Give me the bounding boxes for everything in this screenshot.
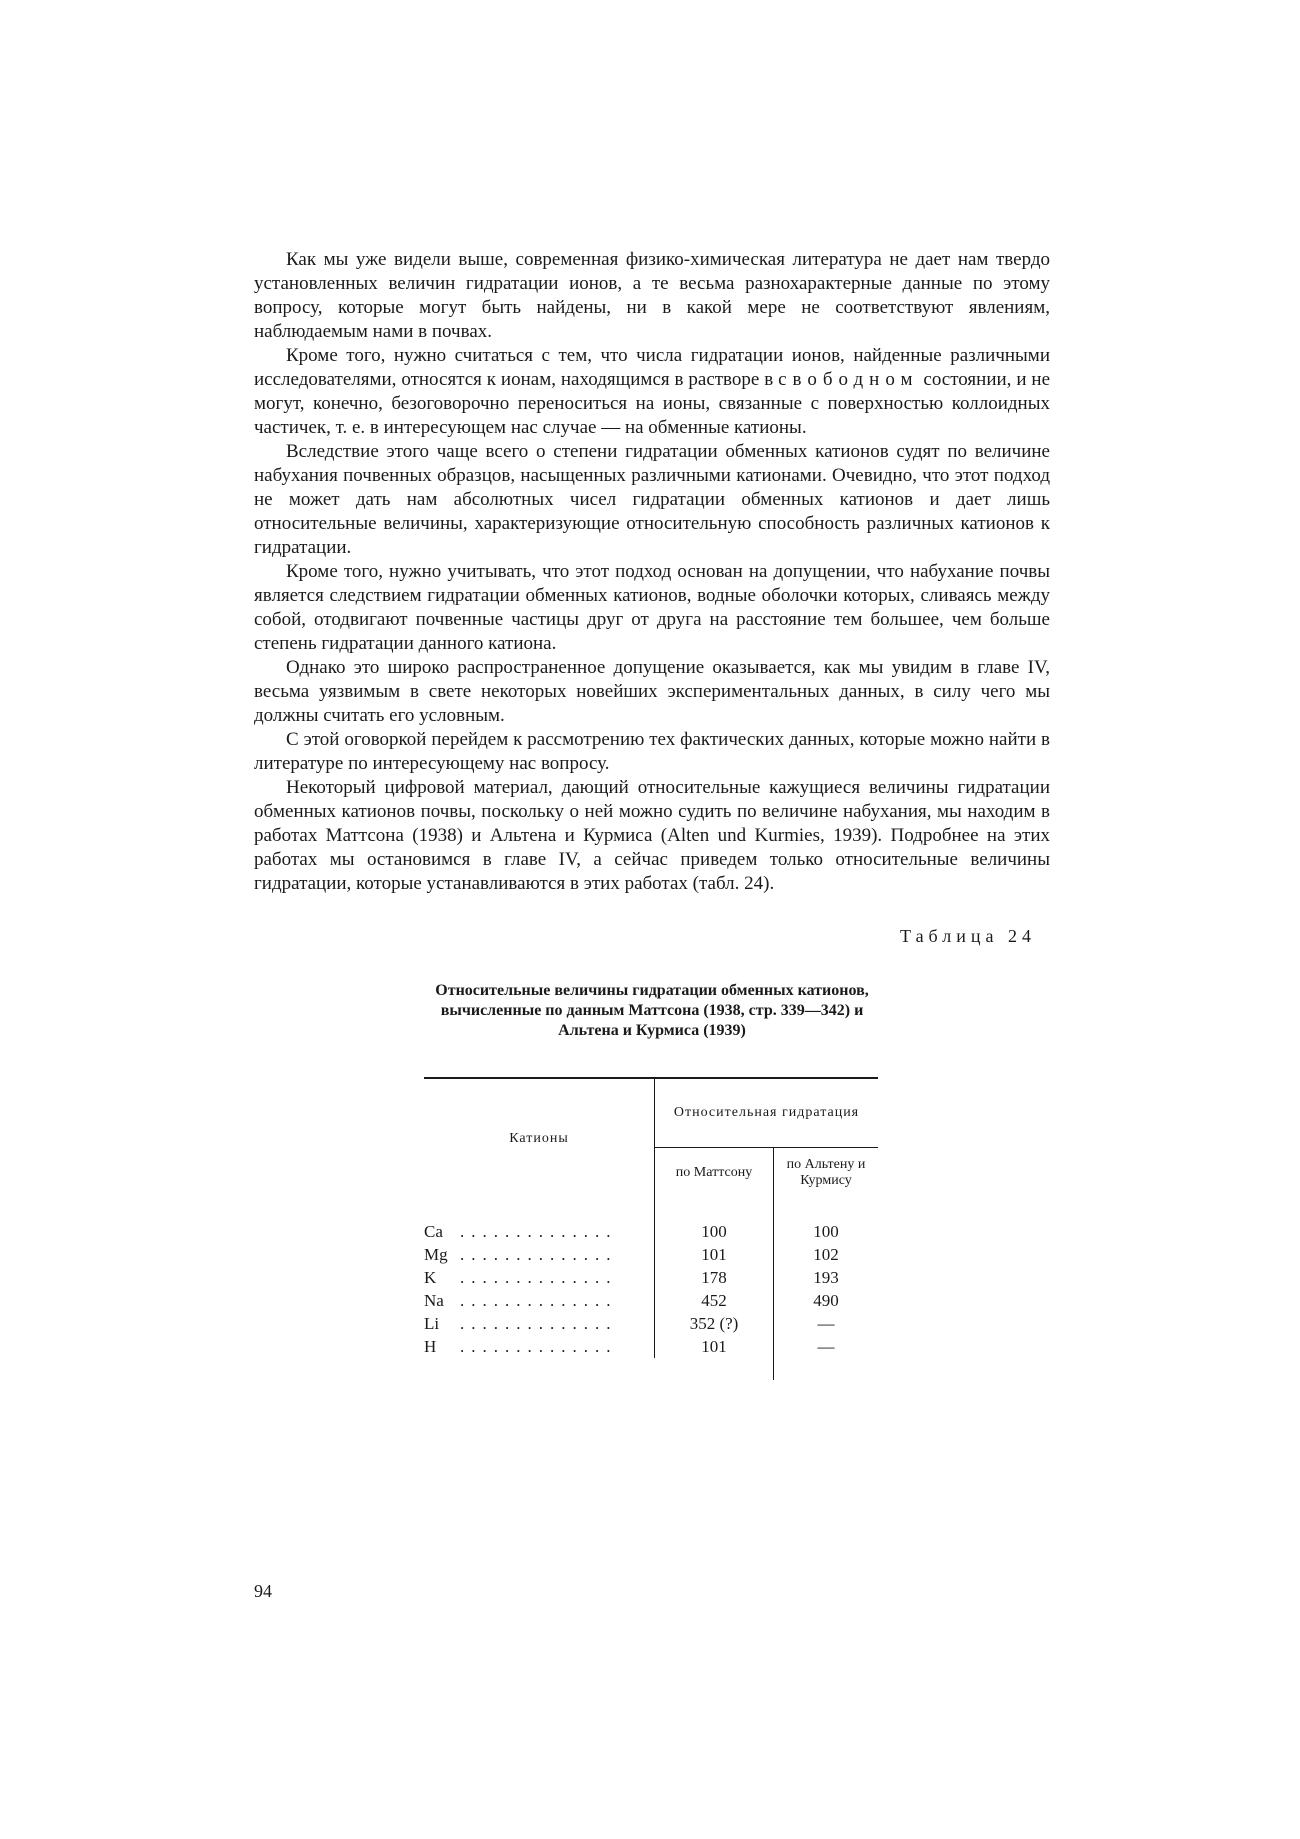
paragraph-2-emphasis: свободном: [778, 369, 919, 390]
value-mattson: 352 (?): [655, 1312, 774, 1335]
cation-name: Mg ..............: [424, 1243, 655, 1266]
table-row: [424, 1312, 878, 1335]
table-row: [424, 1289, 878, 1312]
value-mattson: 101: [655, 1335, 774, 1358]
value-mattson: 101: [655, 1243, 774, 1266]
value-alten: —: [817, 1314, 835, 1333]
paragraph-7: Некоторый цифровой материал, дающий относительные кажущиеся величины гидратации обменных катионов почвы, поскольку о ней можно судить по величине набухания, мы находим в работах Маттсона (1938) и Альтена и Курмиса (Alten und Kurmies, 1939). Подробнее на этих работах мы остановимся в главе IV, а сейчас приведем только относительные величины гидратации, которые устанавливаются в этих работах (табл. 24).: [254, 777, 1050, 894]
leader-dots: ..............: [460, 1291, 618, 1310]
page-number: 94: [254, 1581, 272, 1601]
value-mattson: 452: [655, 1289, 774, 1312]
hydration-table: [424, 1077, 878, 1380]
paragraph-2-text-after: состоянии, и не могут, конечно, безоговорочно переноситься на ионы, связанные с поверхностью коллоидных частичек, т. е. в интересующем нас случае — на обменные катионы.: [254, 369, 1050, 438]
table-row: [424, 1266, 878, 1289]
header-mattson: по Маттсону: [655, 1148, 774, 1199]
paragraph-4: Кроме того, нужно учитывать, что этот подход основан на допущении, что набухание почвы является следствием гидратации обменных катионов, водные оболочки которых, сливаясь между собой, отодвигают почвенные частицы друг от друга на расстояние тем большее, чем больше степень гидратации данного катиона.: [254, 561, 1050, 654]
value-mattson: 178: [655, 1266, 774, 1289]
header-alten-kurmis: по Альтену и Курмису: [786, 1157, 866, 1188]
header-relative-hydration: Относительная гидратация: [655, 1078, 879, 1148]
cation-name: H ..............: [424, 1335, 655, 1358]
leader-dots: ..............: [460, 1222, 618, 1241]
leader-dots: ..............: [460, 1268, 618, 1287]
cation-name: Li ..............: [424, 1312, 655, 1335]
leader-dots: ..............: [460, 1337, 618, 1356]
cation-name: Na ..............: [424, 1289, 655, 1312]
table-row: [424, 1220, 878, 1243]
paragraph-5: Однако это широко распространенное допущение оказывается, как мы увидим в главе IV, весьма уязвимым в свете некоторых новейших экспериментальных данных, в силу чего мы должны считать его условным.: [254, 657, 1050, 726]
table-spacer-row: [424, 1358, 878, 1380]
value-alten: —: [817, 1337, 835, 1356]
table-caption: Относительные величины гидратации обменных катионов, вычисленные по данным Маттсона (1938, стр. 339—342) и Альтена и Курмиса (1939): [435, 982, 869, 1039]
paragraph-2-text-before: Кроме того, нужно считаться с тем, что числа гидратации ионов, найденные различными исследователями, относятся к ионам, находящимся в растворе в: [254, 345, 1050, 390]
table-container: [424, 1077, 878, 1380]
table-row: [424, 1335, 878, 1358]
value-alten: 490: [813, 1291, 839, 1310]
paragraph-2: [254, 344, 1050, 440]
table-spacer-row: [424, 1198, 878, 1220]
table-row: [424, 1243, 878, 1266]
paragraph-1: Как мы уже видели выше, современная физико-химическая литература не дает нам твердо установленных величин гидратации ионов, а те весьма разнохарактерные данные по этому вопросу, которые могут быть найдены, ни в какой мере не соответствуют явлениям, наблюдаемым нами в почвах.: [254, 249, 1050, 342]
paragraph-6: С этой оговоркой перейдем к рассмотрению тех фактических данных, которые можно найти в литературе по интересующему нас вопросу.: [254, 729, 1050, 774]
cation-name: K ..............: [424, 1266, 655, 1289]
value-alten: 100: [813, 1222, 839, 1241]
page-body: [254, 248, 1050, 1380]
cation-name: Ca ..............: [424, 1220, 655, 1243]
value-alten: 193: [813, 1268, 839, 1287]
table-label: Таблица 24: [900, 926, 1036, 946]
paragraph-3: Вследствие этого чаще всего о степени гидратации обменных катионов судят по величине набухания почвенных образцов, насыщенных различными катионами. Очевидно, что этот подход не может дать нам абсолютных чисел гидратации обменных катионов и дает лишь относительные величины, характеризующие относительную способность различных катионов к гидратации.: [254, 441, 1050, 558]
value-mattson: 100: [655, 1220, 774, 1243]
value-alten: 102: [813, 1245, 839, 1264]
leader-dots: ..............: [460, 1245, 618, 1264]
leader-dots: ..............: [460, 1314, 618, 1333]
header-cations: Катионы: [424, 1078, 655, 1198]
